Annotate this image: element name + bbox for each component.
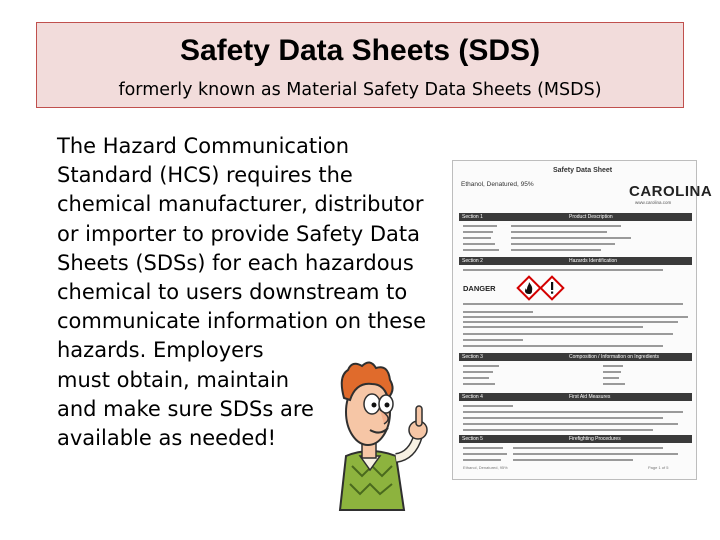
sds-section-title: Composition / Information on Ingredients — [569, 354, 660, 360]
body-line: chemical to users downstream to — [57, 280, 408, 305]
sds-doc-footer: Ethanol, Denatured, 95% — [463, 465, 508, 470]
sds-document-image — [452, 160, 713, 480]
body-line: must obtain, maintain — [57, 367, 290, 392]
doc-text-line — [463, 405, 513, 407]
doc-text-line — [463, 269, 663, 271]
sds-section-bar — [459, 213, 692, 221]
body-line: The Hazard Communication — [57, 134, 350, 158]
sds-section-bar — [459, 353, 692, 361]
body-line: communicate information on these — [57, 309, 427, 334]
sds-section-bar — [459, 257, 692, 265]
doc-text-line — [463, 316, 688, 318]
doc-text-line — [463, 339, 523, 341]
doc-text-line — [463, 225, 497, 227]
doc-text-line — [463, 447, 503, 449]
sds-section-title: Product Description — [569, 214, 613, 220]
exclamation-pictogram-icon — [541, 277, 564, 300]
doc-text-line — [511, 243, 615, 245]
doc-text-line — [511, 231, 607, 233]
doc-text-line — [463, 411, 683, 413]
sds-section-bar — [459, 435, 692, 443]
sds-section-title: Firefighting Procedures — [569, 436, 621, 442]
doc-text-line — [463, 303, 683, 305]
ghs-pictograms — [516, 277, 566, 303]
body-line: Sheets (SDSs) for each hazardous — [57, 250, 414, 275]
doc-text-line — [463, 429, 653, 431]
carolina-logo: CAROLINA — [629, 183, 713, 200]
doc-text-line — [463, 237, 491, 239]
doc-text-line — [463, 231, 493, 233]
doc-text-line — [513, 459, 633, 461]
doc-text-line — [511, 225, 621, 227]
sds-section-bar — [459, 393, 692, 401]
body-line: available as needed! — [57, 426, 277, 451]
body-line: hazards. Employers — [57, 338, 264, 363]
doc-text-line — [603, 365, 623, 367]
slide-title: Safety Data Sheets (SDS) — [179, 34, 541, 67]
sds-section-number: Section 4 — [462, 394, 483, 400]
sds-section-number: Section 2 — [462, 258, 483, 264]
carolina-logo-url: www.carolina.com — [635, 200, 672, 205]
doc-text-line — [463, 377, 489, 379]
doc-text-line — [463, 243, 495, 245]
pointing-man-cartoon — [300, 360, 440, 510]
sds-section-title: Hazards Identification — [569, 258, 618, 264]
doc-text-line — [463, 333, 673, 335]
doc-text-line — [463, 326, 643, 328]
body-line: or importer to provide Safety Data — [57, 221, 421, 246]
doc-text-line — [463, 459, 501, 461]
sds-section-title: First Aid Measures — [569, 394, 611, 400]
doc-text-line — [463, 417, 663, 419]
doc-text-line — [463, 321, 678, 323]
flame-pictogram-icon — [518, 277, 541, 300]
slide-subtitle: formerly known as Material Safety Data Sheets (MSDS) — [118, 80, 602, 100]
doc-text-line — [511, 237, 631, 239]
doc-text-line — [513, 453, 678, 455]
body-line: Standard (HCS) requires the — [57, 163, 353, 188]
doc-text-line — [463, 453, 507, 455]
sds-section-number: Section 1 — [462, 214, 483, 220]
sds-doc-product: Ethanol, Denatured, 95% — [461, 181, 534, 188]
doc-text-line — [463, 249, 499, 251]
sds-section-number: Section 5 — [462, 436, 483, 442]
title-box — [36, 22, 684, 108]
sds-section-number: Section 3 — [462, 354, 483, 360]
body-line: and make sure SDSs are — [57, 396, 314, 421]
doc-text-line — [603, 377, 619, 379]
doc-text-line — [463, 371, 493, 373]
doc-text-line — [603, 371, 621, 373]
doc-text-line — [513, 447, 663, 449]
doc-text-line — [463, 423, 678, 425]
doc-text-line — [463, 383, 495, 385]
doc-text-line — [463, 365, 499, 367]
sds-doc-title: Safety Data Sheet — [553, 167, 613, 174]
body-line: chemical manufacturer, distributor — [57, 192, 424, 217]
doc-text-line — [511, 249, 601, 251]
doc-text-line — [463, 345, 663, 347]
doc-text-line — [463, 311, 533, 313]
sds-doc-page-number: Page 1 of 5 — [648, 465, 669, 470]
danger-signal-word: DANGER — [463, 284, 496, 293]
doc-text-line — [603, 383, 625, 385]
